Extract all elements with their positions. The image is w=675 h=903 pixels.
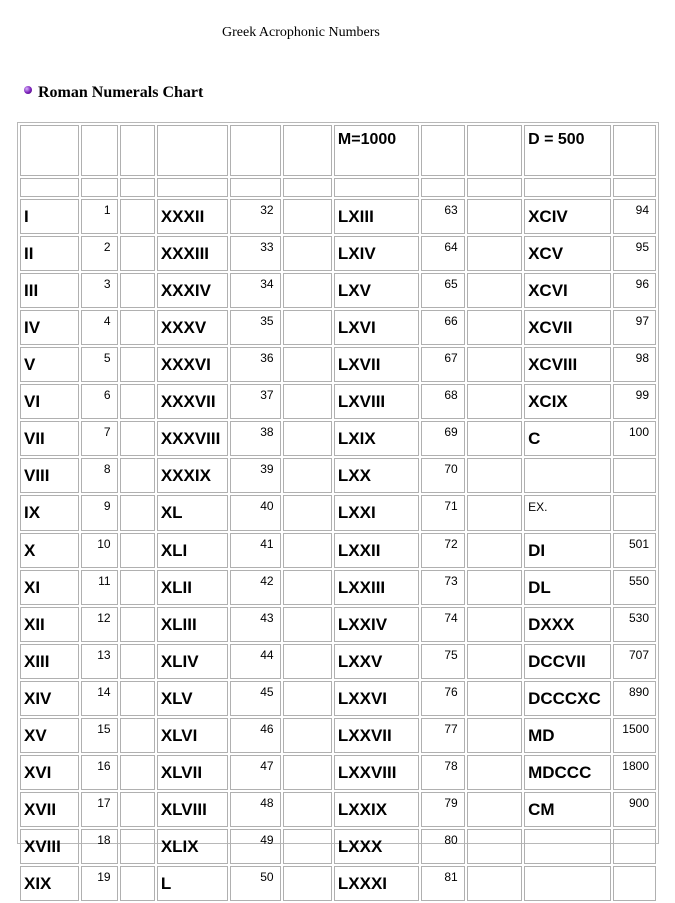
number-value-cell: 707: [613, 644, 656, 679]
empty-cell: [230, 125, 280, 176]
roman-numeral-cell: LXIV: [334, 236, 420, 271]
header-d-500: D = 500: [524, 125, 611, 176]
roman-numeral-cell: LXXXI: [334, 866, 420, 901]
roman-numeral-cell: VI: [20, 384, 79, 419]
number-value-cell: 890: [613, 681, 656, 716]
roman-numeral-cell: L: [157, 866, 228, 901]
number-value-cell: 4: [81, 310, 117, 345]
roman-numeral-cell: XLIII: [157, 607, 228, 642]
number-value-cell: 66: [421, 310, 464, 345]
roman-numeral-cell: XCV: [524, 236, 611, 271]
number-value-cell: 19: [81, 866, 117, 901]
roman-numeral-cell: XI: [20, 570, 79, 605]
roman-numeral-cell: DCCCXC: [524, 681, 611, 716]
number-value-cell: 94: [613, 199, 656, 234]
roman-numeral-cell: II: [20, 236, 79, 271]
number-value-cell: 1500: [613, 718, 656, 753]
number-value-cell: 71: [421, 495, 464, 531]
number-value-cell: 100: [613, 421, 656, 456]
roman-numeral-cell: XXXVI: [157, 347, 228, 382]
empty-cell: [283, 273, 332, 308]
number-value-cell: 10: [81, 533, 117, 568]
table-row: [20, 458, 656, 493]
empty-cell: [283, 570, 332, 605]
empty-cell: [283, 607, 332, 642]
roman-numeral-cell: DXXX: [524, 607, 611, 642]
table-row: [20, 310, 656, 345]
bullet-icon: [24, 86, 32, 94]
empty-cell: [334, 178, 420, 197]
empty-cell: [467, 421, 522, 456]
roman-numeral-cell: XLVIII: [157, 792, 228, 827]
roman-numeral-cell: DI: [524, 533, 611, 568]
number-value-cell: 501: [613, 533, 656, 568]
empty-cell: [120, 310, 155, 345]
number-value-cell: 3: [81, 273, 117, 308]
roman-numeral-cell: [524, 866, 611, 901]
table-body: [20, 125, 656, 901]
number-value-cell: 65: [421, 273, 464, 308]
number-value-cell: 69: [421, 421, 464, 456]
page-title: [24, 84, 203, 102]
roman-numeral-cell: XLV: [157, 681, 228, 716]
empty-cell: [120, 570, 155, 605]
number-value-cell: 34: [230, 273, 280, 308]
empty-cell: [467, 236, 522, 271]
number-value-cell: 99: [613, 384, 656, 419]
table-row: [20, 681, 656, 716]
number-value-cell: 900: [613, 792, 656, 827]
roman-numeral-cell: III: [20, 273, 79, 308]
empty-cell: [283, 755, 332, 790]
number-value-cell: [613, 458, 656, 493]
roman-numeral-cell: DCCVII: [524, 644, 611, 679]
empty-cell: [120, 421, 155, 456]
empty-cell: [120, 125, 155, 176]
number-value-cell: 74: [421, 607, 464, 642]
empty-cell: [283, 495, 332, 531]
number-value-cell: 9: [81, 495, 117, 531]
number-value-cell: 78: [421, 755, 464, 790]
empty-cell: [467, 755, 522, 790]
empty-cell: [467, 681, 522, 716]
empty-cell: [120, 384, 155, 419]
number-value-cell: 79: [421, 792, 464, 827]
roman-numeral-cell: XLII: [157, 570, 228, 605]
table-row: [20, 273, 656, 308]
empty-cell: [467, 273, 522, 308]
roman-numeral-cell: LXXII: [334, 533, 420, 568]
roman-numeral-cell: C: [524, 421, 611, 456]
empty-cell: [120, 866, 155, 901]
number-value-cell: 73: [421, 570, 464, 605]
empty-cell: [283, 347, 332, 382]
number-value-cell: 5: [81, 347, 117, 382]
empty-cell: [467, 570, 522, 605]
empty-cell: [283, 866, 332, 901]
empty-cell: [467, 533, 522, 568]
number-value-cell: 14: [81, 681, 117, 716]
empty-cell: [120, 681, 155, 716]
number-value-cell: 16: [81, 755, 117, 790]
number-value-cell: 17: [81, 792, 117, 827]
number-value-cell: 81: [421, 866, 464, 901]
empty-cell: [120, 273, 155, 308]
number-value-cell: 70: [421, 458, 464, 493]
number-value-cell: 64: [421, 236, 464, 271]
number-value-cell: [613, 829, 656, 864]
roman-numeral-cell: XCIV: [524, 199, 611, 234]
number-value-cell: 46: [230, 718, 280, 753]
number-value-cell: 76: [421, 681, 464, 716]
roman-numeral-cell: [524, 458, 611, 493]
empty-cell: [283, 458, 332, 493]
greek-acrophonic-link[interactable]: Greek Acrophonic Numbers: [222, 25, 380, 40]
empty-cell: [120, 533, 155, 568]
number-value-cell: 11: [81, 570, 117, 605]
empty-cell: [120, 236, 155, 271]
empty-cell: [120, 178, 155, 197]
table-row: [20, 792, 656, 827]
roman-numeral-cell: XVIII: [20, 829, 79, 864]
roman-numeral-cell: MDCCC: [524, 755, 611, 790]
roman-numeral-cell: XII: [20, 607, 79, 642]
roman-numeral-cell: LXXI: [334, 495, 420, 531]
number-value-cell: 6: [81, 384, 117, 419]
empty-cell: [157, 178, 228, 197]
roman-numeral-cell: I: [20, 199, 79, 234]
roman-numeral-cell: XIII: [20, 644, 79, 679]
table-row: [20, 607, 656, 642]
number-value-cell: 50: [230, 866, 280, 901]
empty-cell: [613, 125, 656, 176]
roman-numeral-cell: LXXV: [334, 644, 420, 679]
empty-cell: [283, 644, 332, 679]
table-row: [20, 495, 656, 531]
number-value-cell: 38: [230, 421, 280, 456]
number-value-cell: 63: [421, 199, 464, 234]
table-row: [20, 236, 656, 271]
table-row: [20, 384, 656, 419]
empty-cell: [283, 178, 332, 197]
roman-numeral-cell: VIII: [20, 458, 79, 493]
table-header-row: [20, 125, 656, 176]
roman-numeral-cell: XXXIV: [157, 273, 228, 308]
roman-numeral-cell: XXXII: [157, 199, 228, 234]
empty-cell: [467, 644, 522, 679]
number-value-cell: 13: [81, 644, 117, 679]
number-value-cell: 98: [613, 347, 656, 382]
empty-cell: [157, 125, 228, 176]
roman-numeral-cell: [524, 829, 611, 864]
roman-numeral-cell: XLVII: [157, 755, 228, 790]
empty-cell: [283, 718, 332, 753]
roman-numeral-cell: LXXIII: [334, 570, 420, 605]
empty-cell: [467, 495, 522, 531]
number-value-cell: [613, 495, 656, 531]
empty-cell: [81, 178, 117, 197]
empty-cell: [613, 178, 656, 197]
roman-numeral-cell: LXV: [334, 273, 420, 308]
number-value-cell: 550: [613, 570, 656, 605]
empty-cell: [120, 458, 155, 493]
number-value-cell: 48: [230, 792, 280, 827]
empty-cell: [421, 178, 464, 197]
roman-numeral-cell: XIX: [20, 866, 79, 901]
empty-cell: [120, 199, 155, 234]
roman-numeral-cell: XXXVIII: [157, 421, 228, 456]
roman-numeral-cell: LXXIX: [334, 792, 420, 827]
roman-numeral-cell: XLIV: [157, 644, 228, 679]
roman-numeral-cell: VII: [20, 421, 79, 456]
table-row: [20, 570, 656, 605]
number-value-cell: 75: [421, 644, 464, 679]
roman-numeral-cell: XVI: [20, 755, 79, 790]
roman-numeral-cell: LXX: [334, 458, 420, 493]
number-value-cell: 2: [81, 236, 117, 271]
number-value-cell: 1: [81, 199, 117, 234]
roman-numeral-cell: MD: [524, 718, 611, 753]
empty-cell: [283, 199, 332, 234]
number-value-cell: 37: [230, 384, 280, 419]
empty-cell: [467, 310, 522, 345]
empty-cell: [283, 236, 332, 271]
number-value-cell: 32: [230, 199, 280, 234]
roman-numeral-cell: XLIX: [157, 829, 228, 864]
number-value-cell: 33: [230, 236, 280, 271]
roman-numeral-cell: CM: [524, 792, 611, 827]
number-value-cell: 68: [421, 384, 464, 419]
roman-numeral-cell: LXIII: [334, 199, 420, 234]
number-value-cell: 95: [613, 236, 656, 271]
empty-cell: [81, 125, 117, 176]
empty-cell: [283, 533, 332, 568]
roman-numeral-cell: XXXIII: [157, 236, 228, 271]
roman-numeral-cell: IV: [20, 310, 79, 345]
number-value-cell: 1800: [613, 755, 656, 790]
roman-numeral-cell: LXVI: [334, 310, 420, 345]
roman-numeral-cell: LXXIV: [334, 607, 420, 642]
number-value-cell: 36: [230, 347, 280, 382]
roman-numeral-cell: XXXIX: [157, 458, 228, 493]
empty-cell: [467, 178, 522, 197]
roman-numeral-cell: XV: [20, 718, 79, 753]
numerals-table: [18, 123, 658, 903]
table-row: [20, 755, 656, 790]
table-row: [20, 829, 656, 864]
roman-numeral-cell: XLVI: [157, 718, 228, 753]
number-value-cell: [613, 866, 656, 901]
roman-numeral-cell: X: [20, 533, 79, 568]
number-value-cell: 97: [613, 310, 656, 345]
empty-cell: [283, 792, 332, 827]
table-row: [20, 718, 656, 753]
empty-cell: [120, 829, 155, 864]
empty-cell: [467, 125, 522, 176]
roman-numeral-cell: XCVI: [524, 273, 611, 308]
number-value-cell: 72: [421, 533, 464, 568]
number-value-cell: 39: [230, 458, 280, 493]
empty-cell: [283, 310, 332, 345]
roman-numeral-cell: XCVII: [524, 310, 611, 345]
number-value-cell: 80: [421, 829, 464, 864]
empty-cell: [230, 178, 280, 197]
empty-cell: [283, 125, 332, 176]
empty-cell: [120, 607, 155, 642]
roman-numeral-cell: XL: [157, 495, 228, 531]
number-value-cell: 77: [421, 718, 464, 753]
page-title-text: Roman Numerals Chart: [38, 84, 204, 101]
table-spacer-row: [20, 178, 656, 197]
empty-cell: [120, 792, 155, 827]
empty-cell: [467, 792, 522, 827]
table-row: [20, 347, 656, 382]
empty-cell: [467, 384, 522, 419]
number-value-cell: 42: [230, 570, 280, 605]
number-value-cell: 530: [613, 607, 656, 642]
empty-cell: [20, 178, 79, 197]
empty-cell: [120, 755, 155, 790]
roman-numeral-cell: XXXV: [157, 310, 228, 345]
number-value-cell: 18: [81, 829, 117, 864]
empty-cell: [467, 718, 522, 753]
number-value-cell: 49: [230, 829, 280, 864]
numerals-table-frame: [17, 122, 659, 893]
roman-numeral-cell: LXVIII: [334, 384, 420, 419]
roman-numeral-cell: XLI: [157, 533, 228, 568]
roman-numeral-cell: LXVII: [334, 347, 420, 382]
number-value-cell: 35: [230, 310, 280, 345]
number-value-cell: 8: [81, 458, 117, 493]
empty-cell: [120, 347, 155, 382]
number-value-cell: 45: [230, 681, 280, 716]
number-value-cell: 44: [230, 644, 280, 679]
roman-numeral-cell: XIV: [20, 681, 79, 716]
number-value-cell: 15: [81, 718, 117, 753]
empty-cell: [120, 718, 155, 753]
empty-cell: [20, 125, 79, 176]
example-label-cell: EX.: [524, 495, 611, 531]
empty-cell: [467, 829, 522, 864]
table-row: [20, 533, 656, 568]
number-value-cell: 67: [421, 347, 464, 382]
empty-cell: [421, 125, 464, 176]
empty-cell: [467, 458, 522, 493]
roman-numeral-cell: LXIX: [334, 421, 420, 456]
number-value-cell: 7: [81, 421, 117, 456]
empty-cell: [283, 384, 332, 419]
roman-numeral-cell: V: [20, 347, 79, 382]
empty-cell: [120, 644, 155, 679]
roman-numeral-cell: XCIX: [524, 384, 611, 419]
number-value-cell: 43: [230, 607, 280, 642]
empty-cell: [467, 607, 522, 642]
roman-numeral-cell: DL: [524, 570, 611, 605]
roman-numeral-cell: IX: [20, 495, 79, 531]
table-row: [20, 199, 656, 234]
empty-cell: [283, 681, 332, 716]
roman-numeral-cell: XCVIII: [524, 347, 611, 382]
empty-cell: [283, 829, 332, 864]
roman-numeral-cell: LXXX: [334, 829, 420, 864]
roman-numeral-cell: LXXVII: [334, 718, 420, 753]
roman-numeral-cell: LXXVI: [334, 681, 420, 716]
number-value-cell: 96: [613, 273, 656, 308]
table-row: [20, 644, 656, 679]
header-m-1000: M=1000: [334, 125, 420, 176]
number-value-cell: 40: [230, 495, 280, 531]
empty-cell: [283, 421, 332, 456]
table-row: [20, 421, 656, 456]
roman-numeral-cell: LXXVIII: [334, 755, 420, 790]
number-value-cell: 47: [230, 755, 280, 790]
empty-cell: [467, 347, 522, 382]
empty-cell: [467, 866, 522, 901]
table-row: [20, 866, 656, 901]
roman-numeral-cell: XXXVII: [157, 384, 228, 419]
empty-cell: [467, 199, 522, 234]
number-value-cell: 12: [81, 607, 117, 642]
empty-cell: [120, 495, 155, 531]
empty-cell: [524, 178, 611, 197]
number-value-cell: 41: [230, 533, 280, 568]
roman-numeral-cell: XVII: [20, 792, 79, 827]
